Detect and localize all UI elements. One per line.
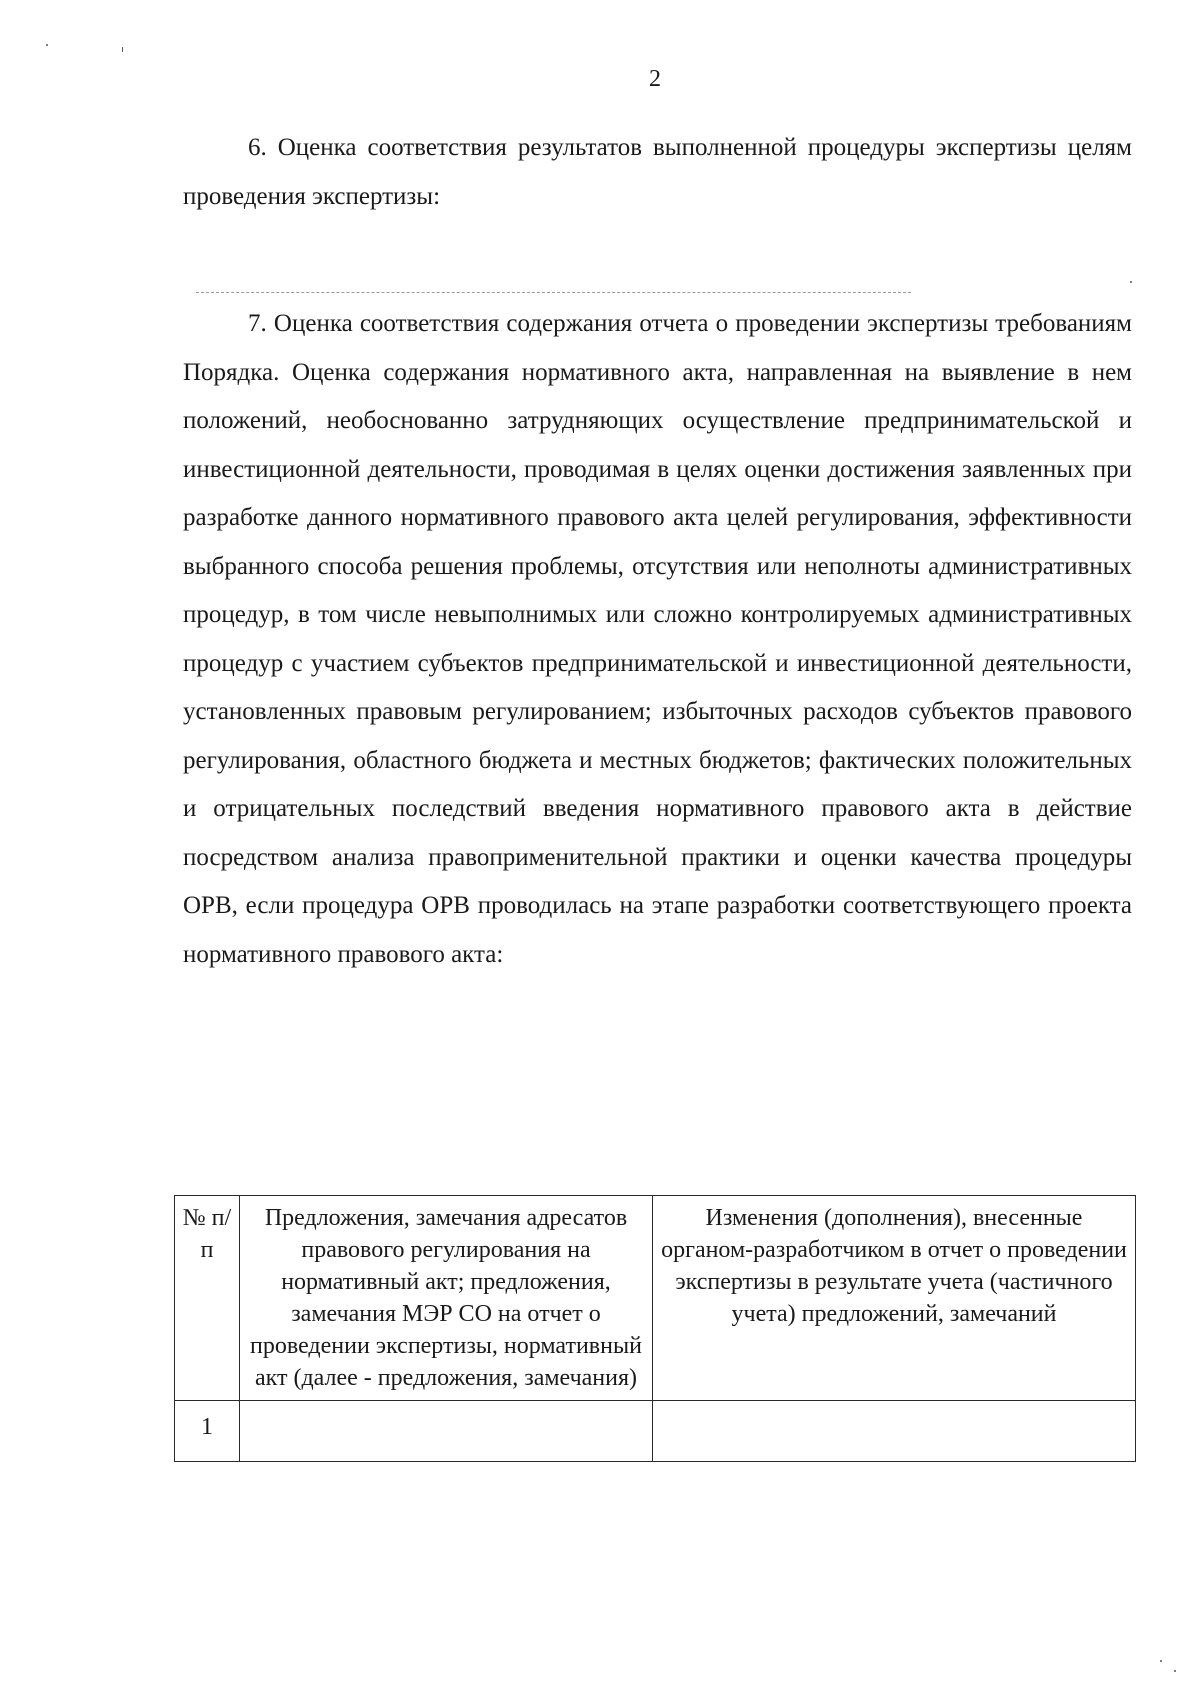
cell-num: 1 [175, 1401, 240, 1462]
header-num: № п/п [175, 1196, 240, 1401]
scan-speck [122, 47, 123, 52]
scan-speck [1130, 281, 1132, 283]
table-header-row [175, 1196, 1136, 1401]
scan-speck [1160, 1660, 1162, 1662]
header-changes: Изменения (дополнения), внесенные органом-разработчиком в отчет о проведении экспертизы в результате учета (частичного учета) предложений, замечаний [653, 1196, 1136, 1401]
scan-speck [46, 44, 48, 46]
proposals-table [174, 1195, 1136, 1462]
section-7-paragraph: 7. Оценка соответствия содержания отчета о проведении экспертизы требованиям Порядка. Оценка содержания нормативного акта, направленная на выявление в нем положений, необоснованно затрудняющих осуществление предпринимательской и инвестиционной деятельности, проводимая в целях оценки достижения заявленных при разработке данного нормативного правового акта целей регулирования, эффективности выбранного способа решения проблемы, отсутствия или неполноты административных процедур, в том числе невыполнимых или сложно контролируемых административных процедур с участием субъектов предпринимательской и инвестиционной деятельности, установленных правовым регулированием; избыточных расходов субъектов правового регулирования, областного бюджета и местных бюджетов; фактических положительных и отрицательных последствий введения нормативного правового акта в действие посредством анализа правоприменительной практики и оценки качества процедуры ОРВ, если процедура ОРВ проводилась на этапе разработки соответствующего проекта нормативного правового акта: [183, 310, 1132, 968]
cell-changes [653, 1401, 1136, 1462]
cell-proposals [240, 1401, 653, 1462]
page-number: 2 [649, 66, 661, 92]
section-6-paragraph: 6. Оценка соответствия результатов выполненной процедуры экспертизы целям проведения экспертизы: [183, 134, 1132, 210]
header-proposals: Предложения, замечания адресатов правового регулирования на нормативный акт; предложения, замечания МЭР СО на отчет о проведении экспертизы, нормативный акт (далее - предложения, замечания) [240, 1196, 653, 1401]
scan-speck [1174, 1670, 1176, 1672]
table-row [175, 1401, 1136, 1462]
fill-in-line [196, 292, 911, 293]
